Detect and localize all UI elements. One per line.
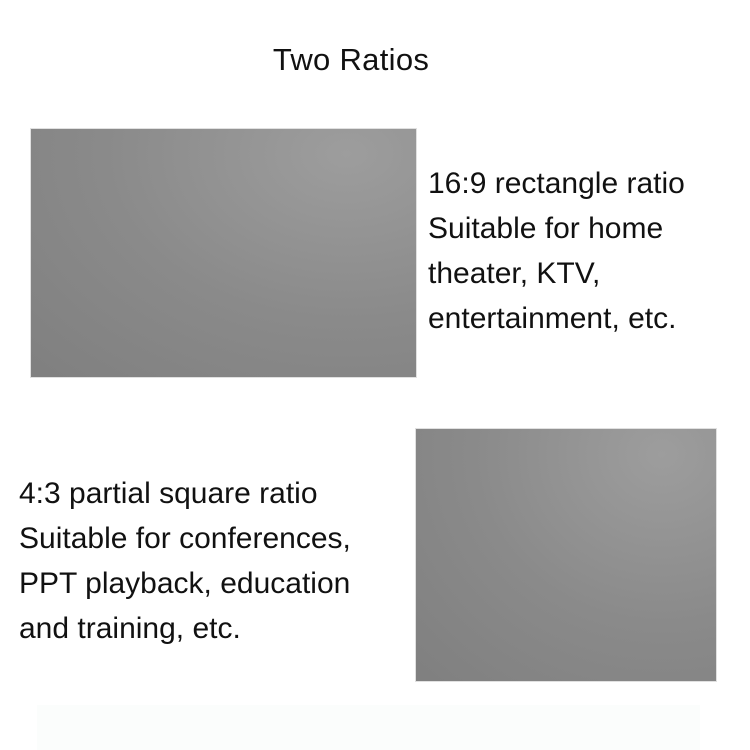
screen-preview-16-9	[31, 129, 416, 377]
screen-preview-4-3	[416, 429, 716, 681]
caption-4-3-line-4: and training, etc.	[19, 612, 241, 645]
page-title: Two Ratios	[272, 42, 430, 77]
caption-4-3-line-2: Suitable for conferences,	[19, 522, 351, 555]
caption-16-9	[428, 161, 685, 341]
caption-16-9-line-3: theater, KTV,	[428, 257, 601, 290]
faint-bottom-panel	[37, 705, 700, 750]
caption-16-9-line-1: 16:9 rectangle ratio	[428, 167, 685, 200]
caption-4-3-line-1: 4:3 partial square ratio	[19, 477, 318, 510]
caption-16-9-line-4: entertainment, etc.	[428, 302, 677, 335]
caption-4-3	[19, 471, 351, 651]
caption-4-3-line-3: PPT playback, education	[19, 567, 351, 600]
caption-16-9-line-2: Suitable for home	[428, 212, 664, 245]
